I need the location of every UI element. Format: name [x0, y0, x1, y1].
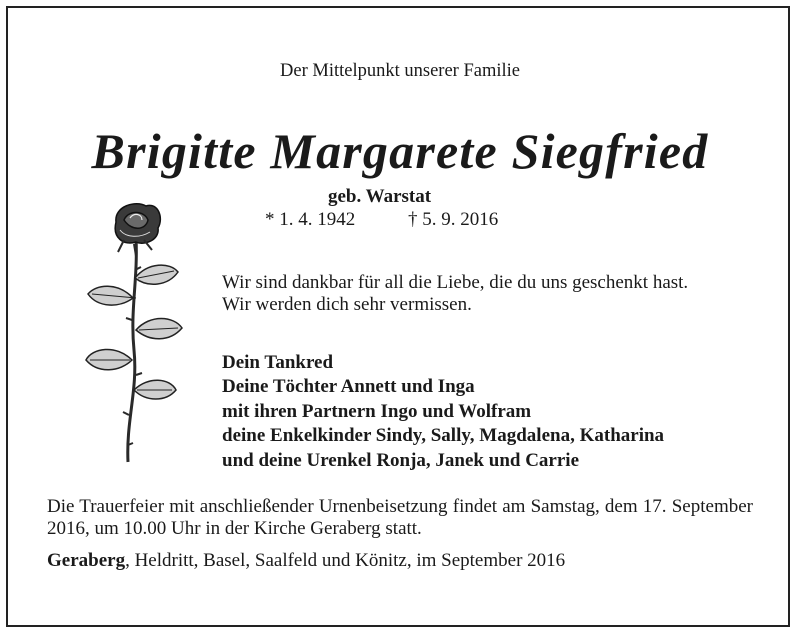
- place-date-line: [47, 550, 565, 572]
- birth-date: * 1. 4. 1942: [265, 209, 356, 230]
- thanks-line: Wir werden dich sehr vermissen.: [222, 294, 472, 315]
- place-town: Geraberg: [47, 550, 126, 571]
- intro-line: Der Mittelpunkt unserer Familie: [280, 61, 520, 81]
- thanks-line: Wir sind dankbar für all die Liebe, die du uns geschenkt hast.: [222, 272, 689, 293]
- deceased-name: Brigitte Margarete Siegfried: [91, 123, 709, 179]
- family-line: Deine Töchter Annett und Inga: [222, 376, 475, 398]
- family-line: mit ihren Partnern Ingo und Wolfram: [222, 400, 532, 422]
- funeral-service-text: Die Trauerfeier mit anschließender Urnenbeisetzung findet am Samstag, dem 17. September 2016, um 10.00 Uhr in der Kirche Geraberg statt.: [47, 496, 753, 539]
- death-date: † 5. 9. 2016: [408, 209, 499, 230]
- place-rest: , Heldritt, Basel, Saalfeld und Könitz, im September 2016: [125, 550, 566, 571]
- rose-icon: [78, 200, 188, 470]
- family-line: deine Enkelkinder Sindy, Sally, Magdalena, Katharina: [222, 425, 665, 447]
- family-line: Dein Tankred: [222, 352, 334, 373]
- family-line: und deine Urenkel Ronja, Janek und Carrie: [222, 449, 580, 471]
- maiden-name: geb. Warstat: [328, 186, 432, 207]
- family-signatures: [222, 351, 664, 473]
- thanks-text: [222, 272, 688, 316]
